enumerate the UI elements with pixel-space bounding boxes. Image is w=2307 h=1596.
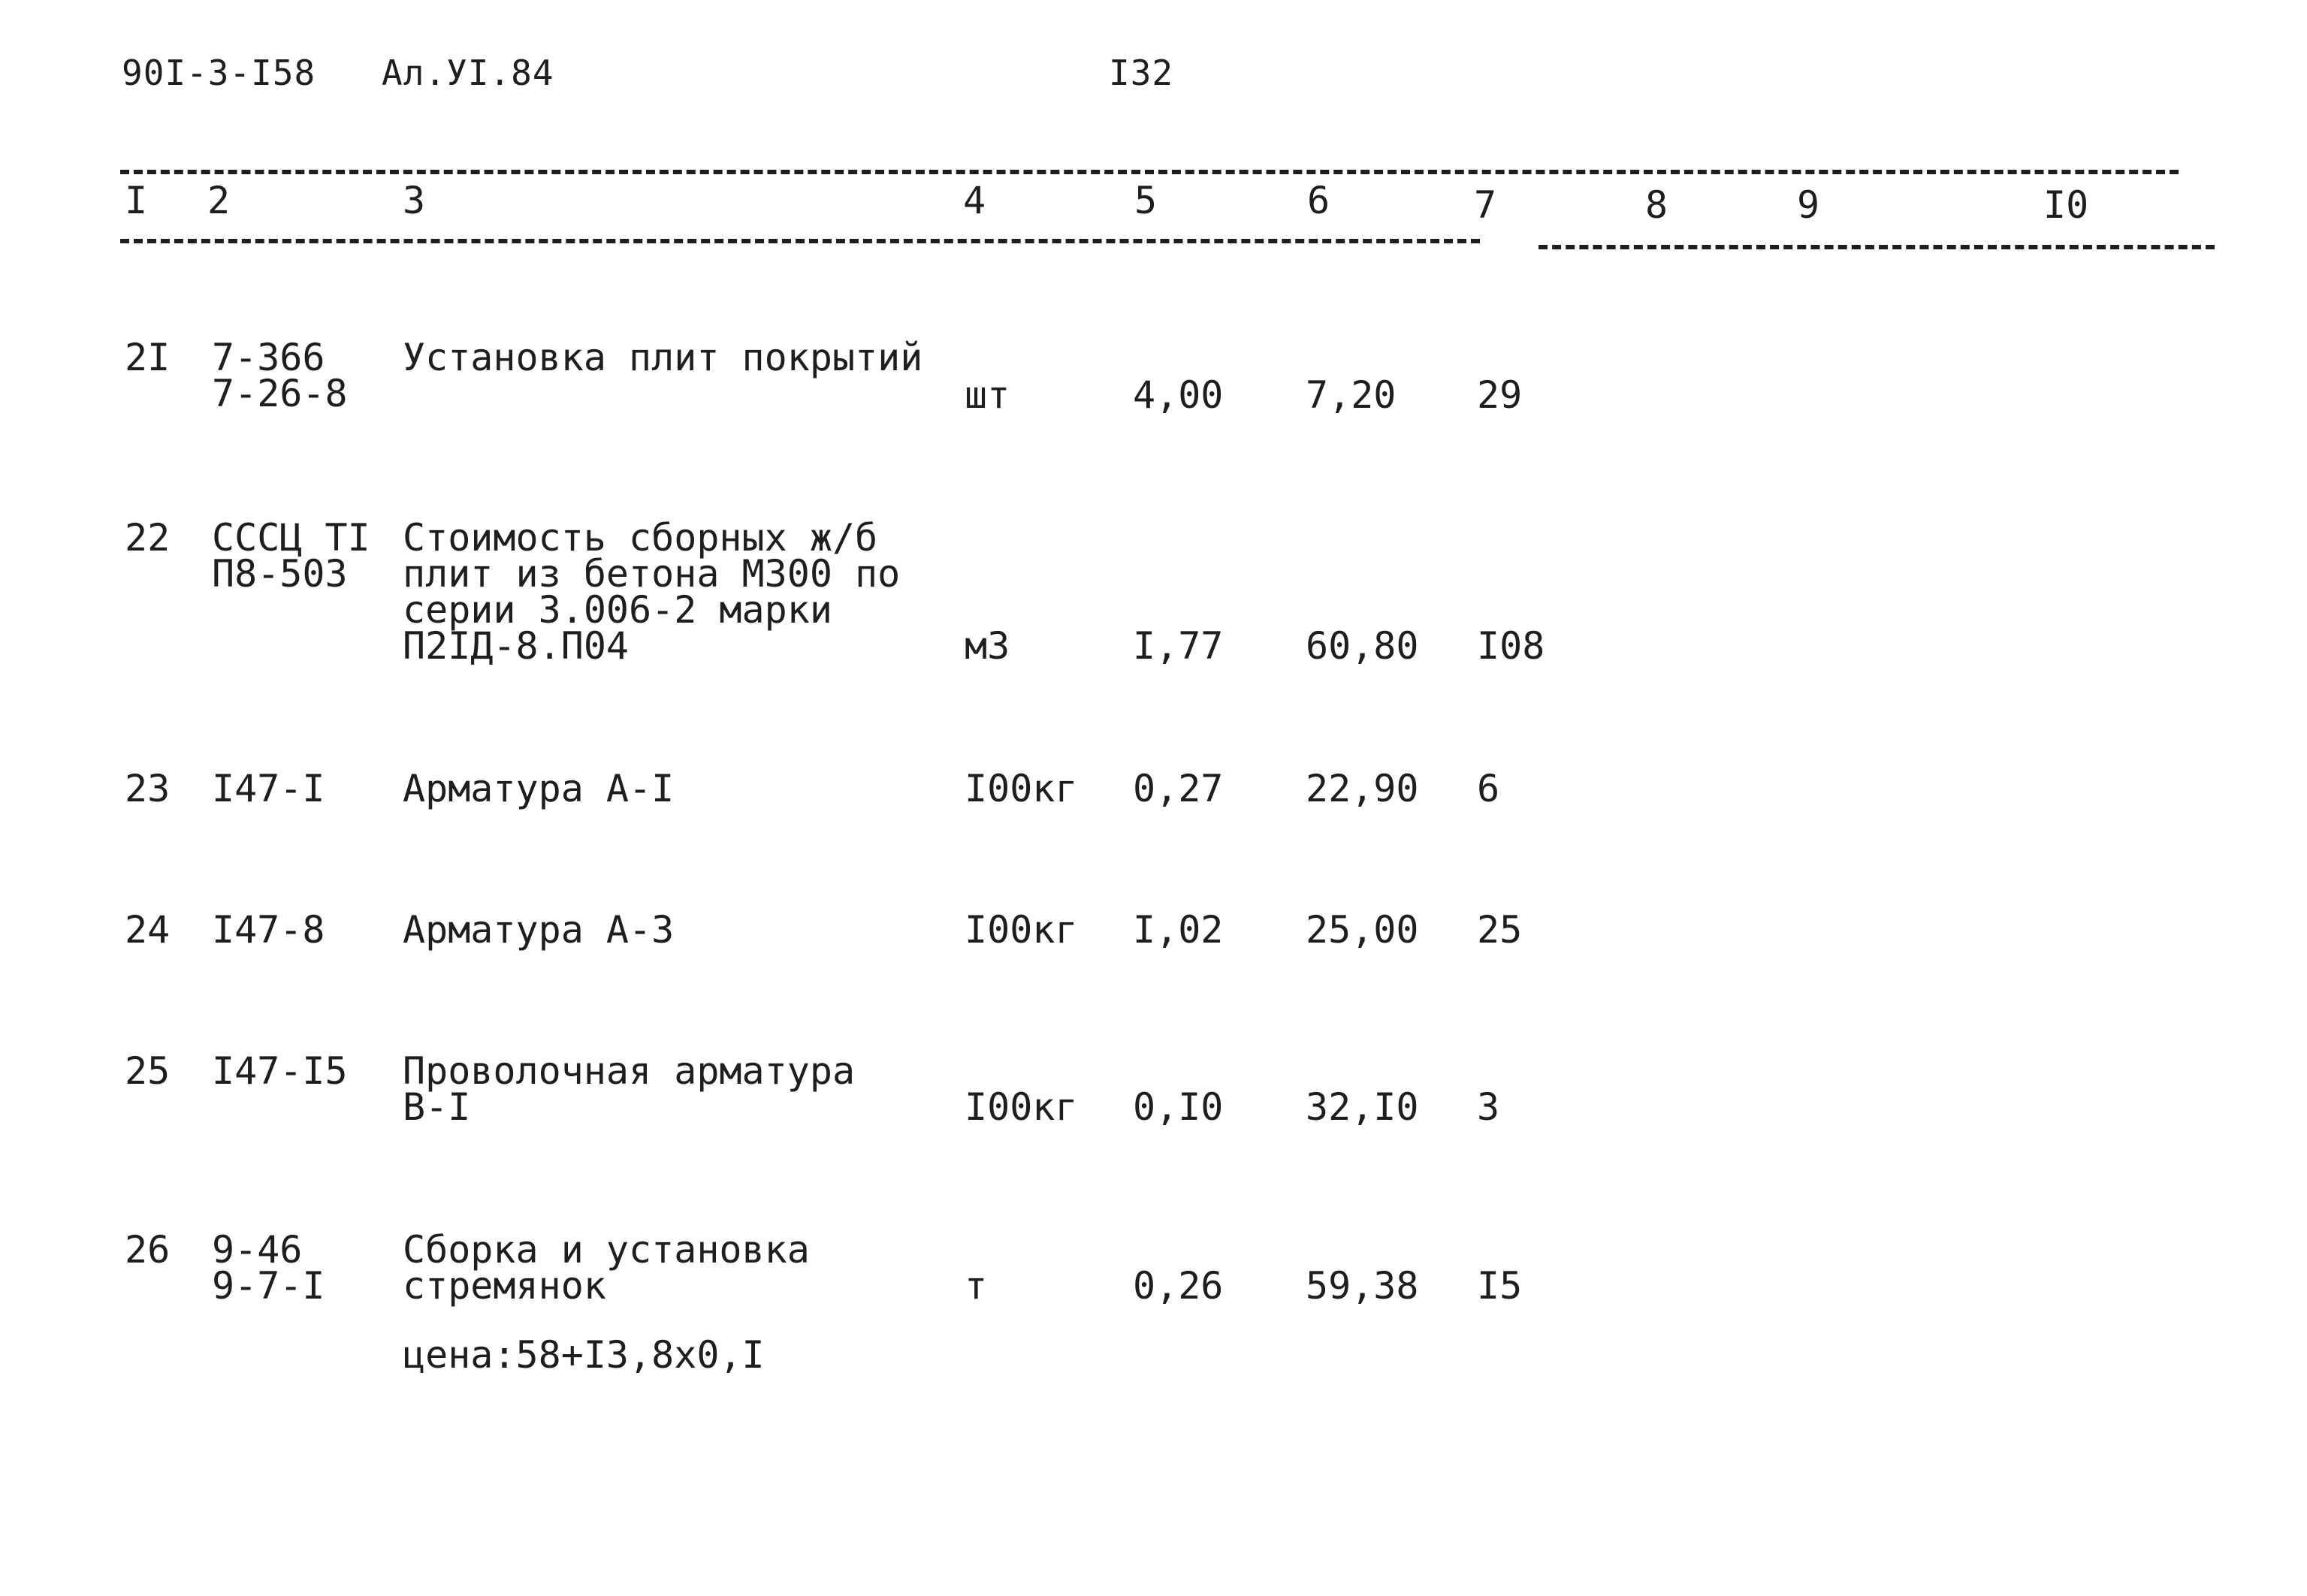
table-header-top-rule	[120, 170, 2179, 174]
table-header-bottom-rule-right	[1539, 245, 2215, 249]
row-21-code: 7-366 7-26-8	[212, 336, 348, 415]
row-22-code: СССЦ TI П8-503	[212, 516, 370, 596]
column-number-1: I	[125, 179, 148, 222]
column-number-3: 3	[403, 179, 426, 222]
row-23-unit: I00кг	[965, 767, 1078, 810]
row-24-number: 24	[125, 908, 171, 952]
row-26-code: 9-46 9-7-I	[212, 1228, 325, 1308]
row-24-code: I47-8	[212, 908, 325, 952]
row-25-code: I47-I5	[212, 1049, 348, 1093]
row-26-unit: т	[965, 1264, 988, 1308]
album-code: Ал.УI.84	[382, 53, 554, 93]
row-26-price-note: цена:58+I3,8x0,I	[403, 1333, 765, 1377]
row-25-quantity: 0,I0	[1133, 1085, 1224, 1129]
table-header-bottom-rule-left	[120, 239, 1480, 243]
row-24-name: Арматура A-3	[403, 908, 675, 952]
row-22-price: 60,80	[1306, 624, 1419, 668]
row-26-total: I5	[1477, 1264, 1523, 1308]
column-number-10: I0	[2043, 183, 2089, 227]
row-26-name: Сборка и установка стремянок	[403, 1228, 810, 1308]
row-23-number: 23	[125, 767, 171, 810]
row-21-name: Установка плит покрытий	[403, 336, 923, 379]
page-number: I32	[1109, 53, 1174, 93]
row-25-name: Проволочная арматура B-I	[403, 1049, 856, 1129]
row-25-price: 32,I0	[1306, 1085, 1419, 1129]
row-26-price: 59,38	[1306, 1264, 1419, 1308]
column-number-2: 2	[207, 179, 231, 222]
row-24-unit: I00кг	[965, 908, 1078, 952]
row-22-total: I08	[1477, 624, 1545, 668]
row-25-number: 25	[125, 1049, 171, 1093]
column-number-8: 8	[1645, 183, 1668, 227]
row-21-price: 7,20	[1306, 373, 1397, 417]
column-number-5: 5	[1134, 179, 1158, 222]
row-23-total: 6	[1477, 767, 1500, 810]
row-25-unit: I00кг	[965, 1085, 1078, 1129]
column-number-7: 7	[1474, 183, 1497, 227]
row-23-name: Арматура A-I	[403, 767, 675, 810]
row-22-number: 22	[125, 516, 171, 560]
row-22-unit: м3	[965, 624, 1010, 668]
column-number-6: 6	[1307, 179, 1330, 222]
row-21-quantity: 4,00	[1133, 373, 1224, 417]
row-23-quantity: 0,27	[1133, 767, 1224, 810]
row-23-price: 22,90	[1306, 767, 1419, 810]
row-24-price: 25,00	[1306, 908, 1419, 952]
row-21-unit: шт	[965, 373, 1010, 417]
column-number-9: 9	[1797, 183, 1820, 227]
row-23-code: I47-I	[212, 767, 325, 810]
row-21-number: 2I	[125, 336, 171, 379]
row-24-total: 25	[1477, 908, 1523, 952]
row-25-total: 3	[1477, 1085, 1500, 1129]
row-26-number: 26	[125, 1228, 171, 1272]
column-number-4: 4	[963, 179, 986, 222]
row-21-total: 29	[1477, 373, 1523, 417]
row-26-quantity: 0,26	[1133, 1264, 1224, 1308]
row-22-name: Стоимость сборных ж/б плит из бетона M300 по серии 3.006-2 марки П2IД-8.П04	[403, 516, 901, 668]
row-24-quantity: I,02	[1133, 908, 1224, 952]
row-22-quantity: I,77	[1133, 624, 1224, 668]
doc-code: 90I-3-I58	[122, 53, 316, 93]
